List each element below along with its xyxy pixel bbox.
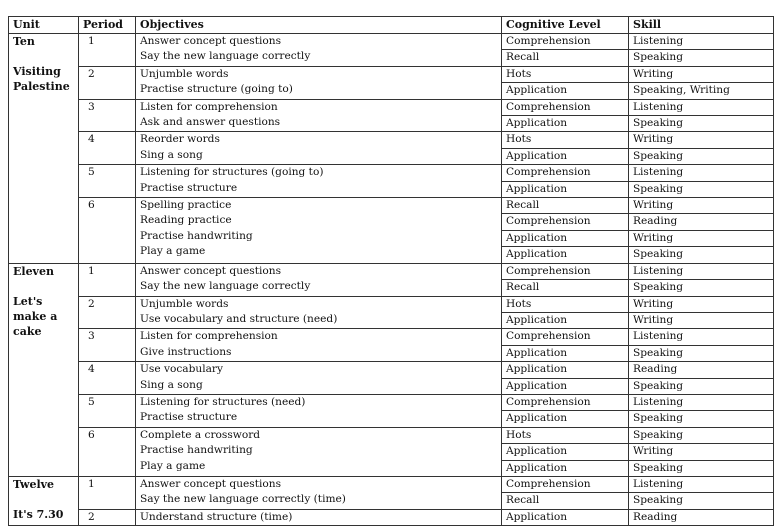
period-cell: 5 (79, 394, 136, 427)
period-cell: 2 (79, 509, 136, 525)
objective-line: Ask and answer questions (140, 116, 281, 129)
objective-line: Play a game (140, 245, 206, 258)
objectives-cell (136, 362, 502, 395)
cognitive-level-line: Comprehension (506, 264, 591, 277)
header-skill: Skill (629, 17, 774, 34)
cognitive-level-line: Comprehension (506, 330, 591, 343)
objective-line: Practise structure (going to) (140, 83, 293, 96)
cognitive-level-line: Application (502, 410, 628, 426)
unit-name: Ten (13, 35, 35, 48)
cognitive-level-line: Application (506, 363, 568, 376)
cognitive-level-cell (502, 263, 629, 296)
unit-title-line: Palestine (13, 80, 70, 94)
objective-line: Sing a song (140, 378, 203, 391)
objective-line: Practise structure (140, 181, 238, 194)
period-cell: 3 (79, 329, 136, 362)
skill-line: Reading (629, 213, 773, 229)
cognitive-level-line: Application (502, 82, 628, 98)
skill-cell (629, 296, 774, 329)
cognitive-level-line: Application (502, 246, 628, 262)
cognitive-level-line: Application (502, 181, 628, 197)
cognitive-level-line: Comprehension (506, 100, 591, 113)
skill-line: Writing (629, 230, 773, 246)
cognitive-level-line: Comprehension (506, 477, 591, 490)
skill-cell (629, 329, 774, 362)
unit-name: Eleven (13, 264, 54, 278)
skill-cell (629, 99, 774, 132)
cognitive-level-cell (502, 362, 629, 395)
objectives-cell (136, 66, 502, 99)
skill-line: Speaking, Writing (629, 82, 773, 98)
cognitive-level-cell (502, 329, 629, 362)
header-period: Period (79, 17, 136, 34)
unit-title-line: Let's (13, 295, 43, 309)
objective-line: Say the new language correctly (140, 50, 311, 63)
table-row (9, 476, 774, 509)
unit-title-line: make a (13, 310, 58, 324)
cognitive-level-line: Hots (506, 67, 532, 80)
cognitive-level-line: Application (502, 115, 628, 131)
unit-title-line: Visiting (13, 65, 61, 79)
table-row (9, 362, 774, 395)
table-row (9, 263, 774, 296)
objective-line: Listening for structures (need) (140, 395, 306, 408)
objective-line: Unjumble words (140, 67, 229, 80)
period-cell: 1 (79, 34, 136, 67)
table-body (9, 34, 774, 526)
cognitive-level-line: Application (502, 378, 628, 394)
table-row (9, 132, 774, 165)
skill-line: Speaking (629, 410, 773, 426)
table-row (9, 509, 774, 525)
skill-line: Writing (633, 199, 674, 212)
objective-line: Answer concept questions (140, 477, 282, 490)
header-objectives: Objectives (136, 17, 502, 34)
unit-title (13, 294, 78, 339)
objective-line: Give instructions (140, 345, 232, 358)
objective-line: Say the new language correctly (140, 280, 311, 293)
objective-line: Practise handwriting (140, 444, 253, 457)
period-cell: 6 (79, 427, 136, 476)
cognitive-level-line: Hots (506, 428, 532, 441)
cognitive-level-line: Recall (502, 49, 628, 65)
skill-cell (629, 263, 774, 296)
objectives-cell (136, 394, 502, 427)
objectives-cell (136, 132, 502, 165)
unit-title (13, 64, 78, 94)
cognitive-level-line: Application (502, 460, 628, 476)
objective-line: Play a game (140, 459, 206, 472)
period-cell: 3 (79, 99, 136, 132)
objective-line: Reading practice (140, 214, 232, 227)
skill-cell (629, 66, 774, 99)
period-cell: 2 (79, 66, 136, 99)
table-row (9, 296, 774, 329)
cognitive-level-line: Recall (502, 279, 628, 295)
objective-line: Answer concept questions (140, 264, 282, 277)
objectives-cell (136, 476, 502, 509)
cognitive-level-cell (502, 66, 629, 99)
skill-line: Writing (629, 443, 773, 459)
skill-line: Speaking (629, 378, 773, 394)
objective-line: Use vocabulary (140, 363, 223, 376)
header-unit: Unit (9, 17, 79, 34)
skill-line: Listening (633, 395, 684, 408)
cognitive-level-line: Application (502, 443, 628, 459)
cognitive-level-line: Recall (502, 492, 628, 508)
skill-cell (629, 132, 774, 165)
objectives-cell (136, 509, 502, 525)
table-row (9, 427, 774, 476)
objectives-cell (136, 34, 502, 67)
objectives-cell (136, 99, 502, 132)
skill-cell (629, 362, 774, 395)
period-cell: 4 (79, 362, 136, 395)
unit-title-line: It's 7.30 (13, 508, 64, 522)
skill-line: Speaking (629, 460, 773, 476)
objectives-cell (136, 165, 502, 198)
skill-cell (629, 165, 774, 198)
table-row (9, 165, 774, 198)
skill-cell (629, 394, 774, 427)
cognitive-level-cell (502, 427, 629, 476)
skill-cell (629, 476, 774, 509)
cognitive-level-line: Comprehension (506, 166, 591, 179)
cognitive-level-line: Hots (506, 133, 532, 146)
skill-line: Speaking (629, 246, 773, 262)
skill-line: Reading (633, 363, 678, 376)
cognitive-level-cell (502, 394, 629, 427)
period-cell: 5 (79, 165, 136, 198)
objective-line: Unjumble words (140, 297, 229, 310)
skill-line: Listening (633, 166, 684, 179)
cognitive-level-line: Application (502, 312, 628, 328)
period-cell: 2 (79, 296, 136, 329)
skill-line: Speaking (629, 148, 773, 164)
cognitive-level-cell (502, 296, 629, 329)
objective-line: Answer concept questions (140, 35, 282, 47)
skill-line: Listening (633, 477, 684, 490)
objective-line: Use vocabulary and structure (need) (140, 312, 338, 325)
skill-cell (629, 427, 774, 476)
objectives-cell (136, 296, 502, 329)
skill-line: Speaking (629, 279, 773, 295)
cognitive-level-line: Comprehension (506, 395, 591, 408)
curriculum-table (8, 16, 774, 526)
table-row (9, 99, 774, 132)
objective-line: Listen for comprehension (140, 330, 278, 343)
header-row (9, 17, 774, 34)
table-row (9, 329, 774, 362)
cognitive-level-line: Application (502, 148, 628, 164)
skill-line: Writing (633, 133, 674, 146)
objective-line: Complete a crossword (140, 428, 261, 441)
objective-line: Practise structure (140, 411, 238, 424)
skill-line: Speaking (629, 181, 773, 197)
objective-line: Spelling practice (140, 199, 232, 212)
cognitive-level-line: Application (502, 345, 628, 361)
skill-line: Speaking (629, 49, 773, 65)
skill-cell (629, 34, 774, 67)
cognitive-level-cell (502, 198, 629, 264)
table-row (9, 198, 774, 264)
objectives-cell (136, 427, 502, 476)
cognitive-level-cell (502, 476, 629, 509)
cognitive-level-cell (502, 99, 629, 132)
period-cell: 6 (79, 198, 136, 264)
header-cognitive-level: Cognitive Level (502, 17, 629, 34)
cognitive-level-line: Comprehension (506, 35, 591, 47)
skill-line: Listening (633, 100, 684, 113)
objectives-cell (136, 329, 502, 362)
unit-cell (9, 34, 79, 264)
skill-line: Speaking (629, 492, 773, 508)
skill-line: Listening (633, 264, 684, 277)
unit-cell (9, 263, 79, 476)
period-cell: 4 (79, 132, 136, 165)
cognitive-level-line: Application (502, 230, 628, 246)
skill-line: Reading (633, 510, 678, 523)
cognitive-level-cell (502, 132, 629, 165)
skill-cell (629, 509, 774, 525)
skill-line: Speaking (629, 115, 773, 131)
skill-line: Writing (633, 297, 674, 310)
objective-line: Listen for comprehension (140, 100, 278, 113)
skill-line: Speaking (629, 345, 773, 361)
cognitive-level-line: Comprehension (502, 213, 628, 229)
unit-title-line: cake (13, 325, 42, 339)
cognitive-level-line: Application (506, 510, 568, 523)
objective-line: Say the new language correctly (time) (140, 493, 346, 506)
table-row (9, 66, 774, 99)
objective-line: Sing a song (140, 148, 203, 161)
unit-title (13, 507, 78, 522)
skill-line: Listening (633, 330, 684, 343)
cognitive-level-cell (502, 165, 629, 198)
unit-cell (9, 476, 79, 525)
unit-name: Twelve (13, 477, 55, 491)
objective-line: Practise handwriting (140, 229, 253, 242)
objectives-cell (136, 198, 502, 264)
skill-line: Speaking (633, 428, 684, 441)
period-cell: 1 (79, 263, 136, 296)
table-row (9, 34, 774, 67)
cognitive-level-line: Hots (506, 297, 532, 310)
period-cell: 1 (79, 476, 136, 509)
skill-line: Listening (633, 35, 684, 47)
objective-line: Listening for structures (going to) (140, 166, 324, 179)
objectives-cell (136, 263, 502, 296)
skill-cell (629, 198, 774, 264)
skill-line: Writing (633, 67, 674, 80)
cognitive-level-line: Recall (506, 199, 540, 212)
skill-line: Writing (629, 312, 773, 328)
cognitive-level-cell (502, 509, 629, 525)
objective-line: Understand structure (time) (140, 510, 293, 523)
table-row (9, 394, 774, 427)
cognitive-level-cell (502, 34, 629, 67)
objective-line: Reorder words (140, 133, 220, 146)
